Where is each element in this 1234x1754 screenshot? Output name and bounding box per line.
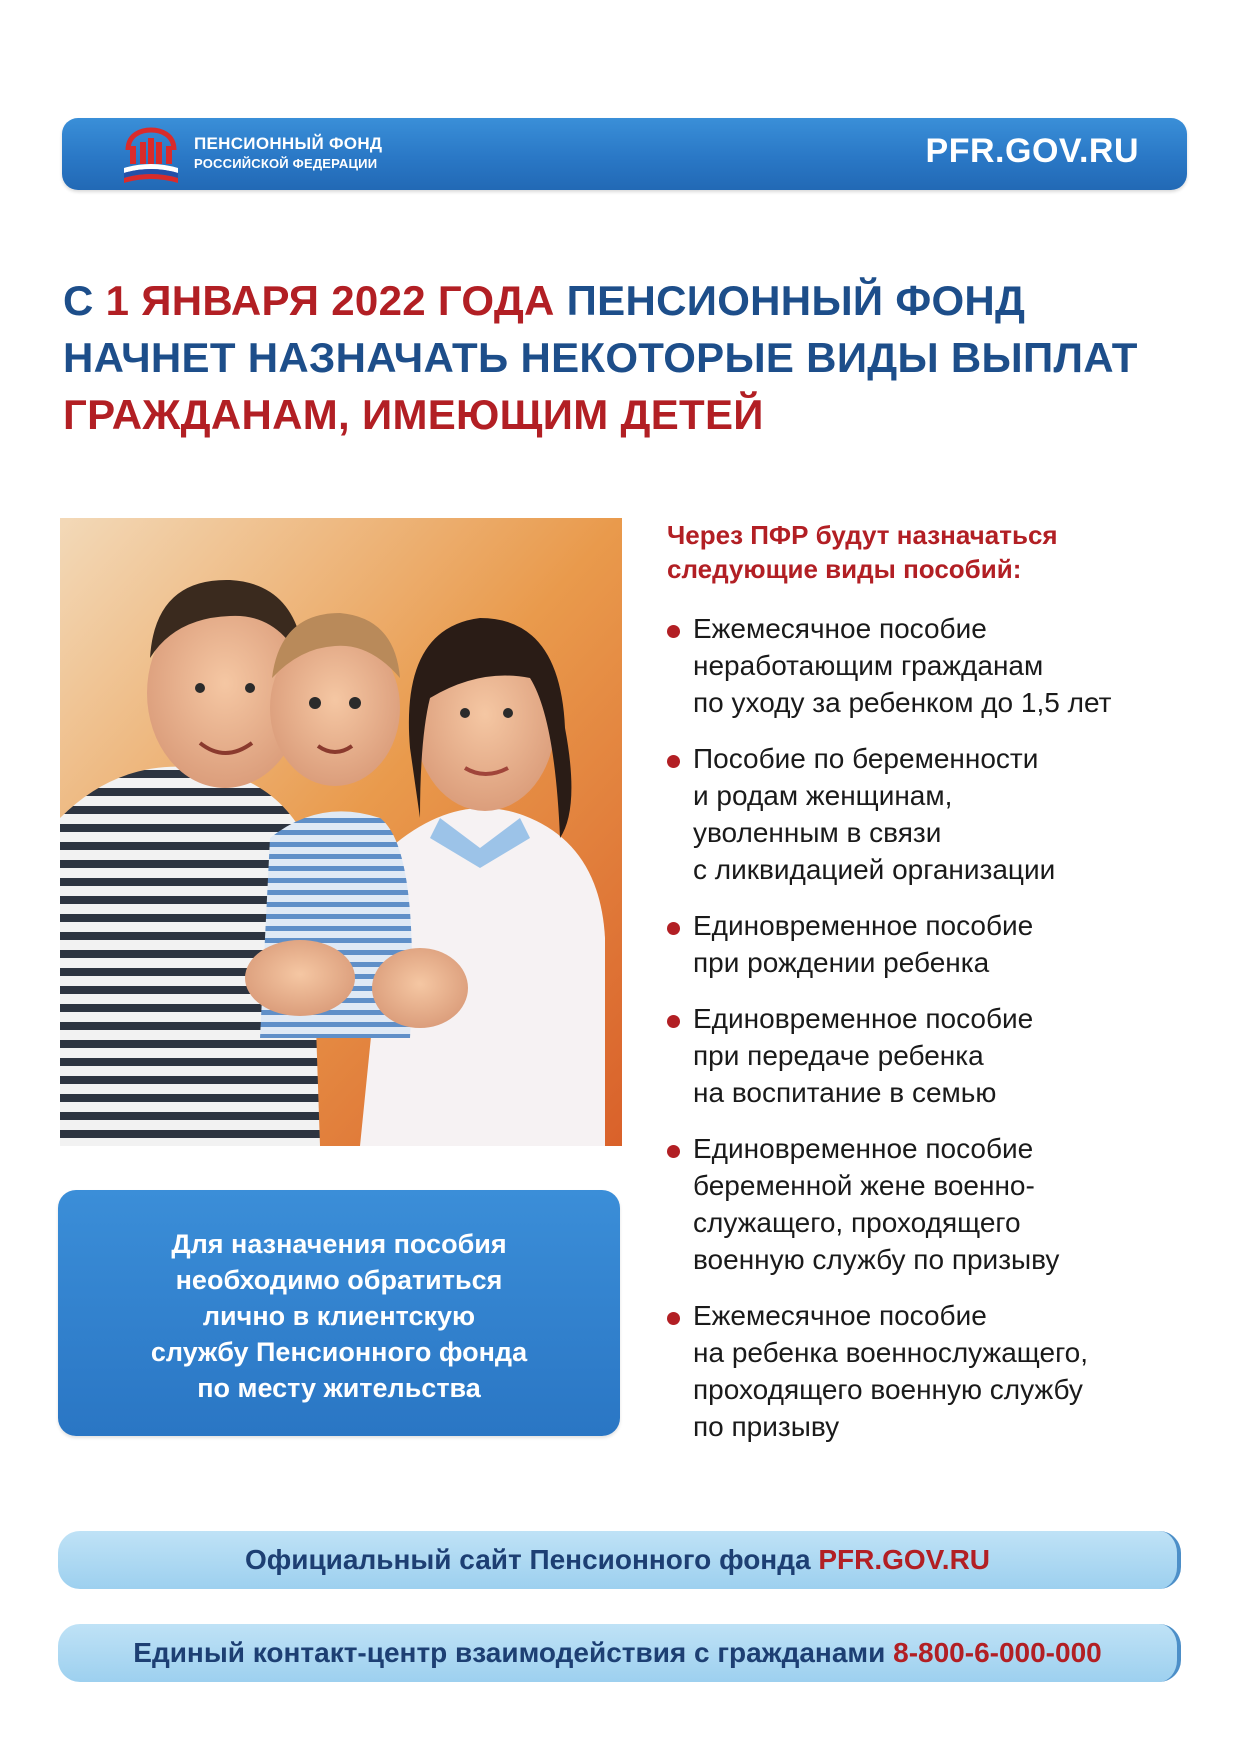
intro-line-2: следующие виды пособий:	[667, 554, 1022, 584]
pfr-emblem-icon	[120, 124, 182, 186]
footer-site-label: Официальный сайт Пенсионного фонда	[244, 1544, 819, 1575]
title-prefix: С	[63, 277, 106, 324]
list-item	[667, 610, 1187, 721]
list-item	[667, 1297, 1187, 1445]
title-line-3: ГРАЖДАНАМ, ИМЕЮЩИМ ДЕТЕЙ	[63, 391, 764, 438]
bullet-icon	[667, 1145, 680, 1158]
page-title	[63, 272, 1213, 443]
benefit-line: неработающим гражданам	[693, 650, 1044, 681]
footer-site-link[interactable]: PFR.GOV.RU	[818, 1544, 991, 1575]
title-date: 1 ЯНВАРЯ 2022 ГОДА	[105, 277, 555, 324]
bullet-icon	[667, 1015, 680, 1028]
list-item	[667, 1000, 1187, 1111]
benefit-line: на ребенка военнослужащего,	[693, 1337, 1089, 1368]
benefit-line: Единовременное пособие	[693, 910, 1034, 941]
org-name-line2: РОССИЙСКОЙ ФЕДЕРАЦИИ	[194, 156, 378, 171]
benefit-line: уволенным в связи	[693, 817, 942, 848]
bullet-icon	[667, 922, 680, 935]
bullet-icon	[667, 755, 680, 768]
bullet-icon	[667, 1312, 680, 1325]
benefit-line: при рождении ребенка	[693, 947, 990, 978]
benefit-line: и родам женщинам,	[693, 780, 953, 811]
benefits-intro	[667, 518, 1058, 586]
info-box	[58, 1190, 620, 1436]
header-bar	[62, 118, 1187, 190]
footer-contact-label: Единый контакт-центр взаимодействия с гражданами	[133, 1637, 894, 1668]
info-line-2: необходимо обратиться	[175, 1265, 503, 1295]
benefit-line: Ежемесячное пособие	[693, 613, 987, 644]
footer-site-bar	[58, 1531, 1181, 1589]
benefit-line: служащего, проходящего	[693, 1207, 1021, 1238]
benefit-line: по призыву	[693, 1411, 840, 1442]
family-photo	[60, 518, 622, 1146]
title-fund: ПЕНСИОННЫЙ ФОНД	[554, 277, 1026, 324]
benefit-line: Пособие по беременности	[693, 743, 1039, 774]
benefit-line: на воспитание в семью	[693, 1077, 997, 1108]
benefit-line: Единовременное пособие	[693, 1133, 1034, 1164]
benefit-line: беременной жене военно-	[693, 1170, 1035, 1201]
org-name-line1: ПЕНСИОННЫЙ ФОНД	[194, 134, 383, 153]
footer-contact-bar	[58, 1624, 1181, 1682]
family-photo-illustration	[60, 518, 622, 1146]
benefit-line: по уходу за ребенком до 1,5 лет	[693, 687, 1112, 718]
title-line-2: НАЧНЕТ НАЗНАЧАТЬ НЕКОТОРЫЕ ВИДЫ ВЫПЛАТ	[63, 334, 1138, 381]
benefit-line: проходящего военную службу	[693, 1374, 1083, 1405]
header-site-link[interactable]: PFR.GOV.RU	[925, 132, 1139, 170]
info-line-4: службу Пенсионного фонда	[150, 1337, 528, 1367]
benefit-line: Ежемесячное пособие	[693, 1300, 987, 1331]
benefit-line: при передаче ребенка	[693, 1040, 984, 1071]
footer-phone-link[interactable]: 8-800-6-000-000	[893, 1637, 1102, 1668]
info-line-5: по месту жительства	[197, 1373, 481, 1403]
list-item	[667, 1130, 1187, 1278]
benefit-line: с ликвидацией организации	[693, 854, 1056, 885]
info-line-1: Для назначения пособия	[171, 1229, 507, 1259]
intro-line-1: Через ПФР будут назначаться	[667, 520, 1058, 550]
info-line-3: лично в клиентскую	[202, 1301, 476, 1331]
bullet-icon	[667, 625, 680, 638]
list-item	[667, 740, 1187, 888]
org-name	[194, 134, 382, 174]
benefit-line: Единовременное пособие	[693, 1003, 1034, 1034]
benefits-list	[667, 610, 1187, 1464]
benefit-line: военную службу по призыву	[693, 1244, 1060, 1275]
title-line-1	[63, 272, 1213, 329]
list-item	[667, 907, 1187, 981]
